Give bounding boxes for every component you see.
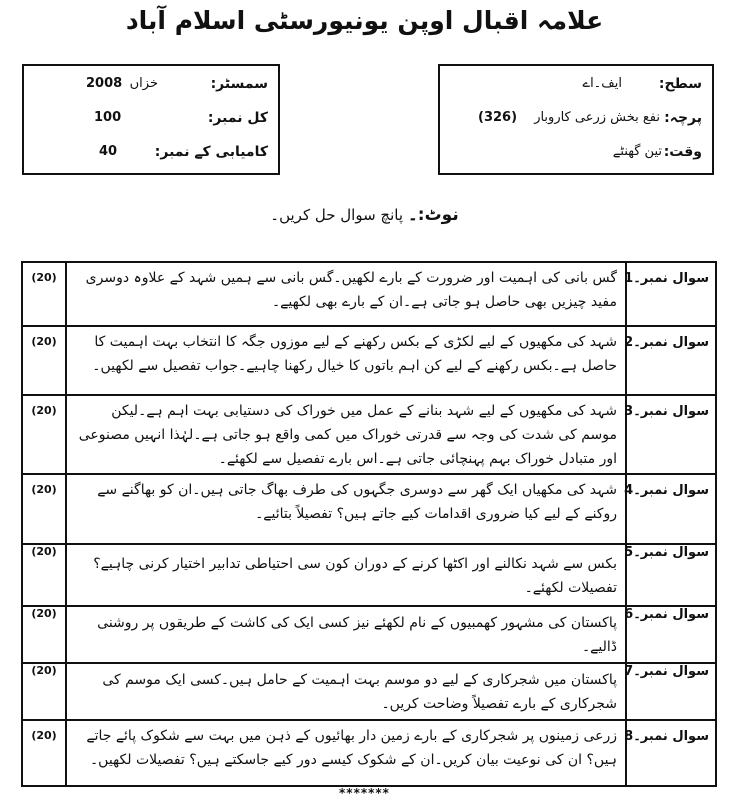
pass-marks-value: 40 [99,144,118,159]
question-label: سوال نمبر۔8 [626,720,716,786]
question-label: سوال نمبر۔1 [626,262,716,326]
question-text: زرعی زمینوں پر شجرکاری کے بارے زمین دار بھائیوں کے ذہن میں بہت سے شکوک پائے جاتے ہیں؟ ان کی نوعیت بیان کریں۔ان کے شکوک کیسے دور کیے جاسکتے ہیں؟ تفصیلات لکھیں۔ [66,720,626,786]
level-label: سطح: [658,76,702,92]
question-text: پاکستان میں شجرکاری کے لیے دو موسم بہت اہمیت کے حامل ہیں۔کسی ایک موسم کی شجرکاری کے بارے تفصیلاً وضاحت کریں۔ [66,663,626,720]
question-label: سوال نمبر۔7 [626,663,716,720]
marks-cell: (20) [22,326,66,395]
marks-cell: (20) [22,262,66,326]
instruction-note [0,204,729,225]
marks-cell: (20) [22,606,66,663]
question-text: بکس سے شہد نکالنے اور اکٹھا کرنے کے دوران کون سی احتیاطی تدابیر اختیار کرنی چاہیے؟ تفصیلات لکھئے۔ [66,544,626,606]
total-marks-value: 100 [94,110,122,125]
pass-marks-row [34,144,268,168]
paper-label: پرچہ: [664,110,702,126]
question-row-4 [22,474,716,544]
question-row-1 [22,262,716,326]
end-of-paper-mark: ******* [339,786,390,800]
question-label: سوال نمبر۔3 [626,395,716,474]
question-row-5 [22,544,716,606]
question-text: شہد کی مکھیوں کے لیے لکڑی کے بکس رکھنے کے لیے موزوں جگہ کا انتخاب بہت اہمیت کا حاصل ہے۔بکس رکھنے کے لیے کن اہم باتوں کا خیال رکھنا چاہیے۔جواب تفصیل سے لکھیں۔ [66,326,626,395]
question-label: سوال نمبر۔2 [626,326,716,395]
marks-cell: (20) [22,720,66,786]
semester-value: خزاں [129,76,158,91]
question-label: سوال نمبر۔4 [626,474,716,544]
course-info-box [438,64,714,175]
question-label: سوال نمبر۔5 [626,544,716,606]
semester-info-box [22,64,280,175]
question-text: شہد کی مکھیوں کے لیے شہد بنانے کے عمل میں خوراک کی دستیابی بہت اہم ہے۔لیکن موسم کی شدت کی وجہ سے قدرتی خوراک میں کمی واقع ہو جاتی ہے۔لہٰذا انہیں مصنوعی اور متبادل خوراک بہم پہنچائی جاتی ہے۔اس بارے تفصیل سے لکھئے۔ [66,395,626,474]
questions-table [21,261,717,787]
level-value: ایف۔اے [582,76,622,91]
paper-code: (326) [478,110,518,125]
question-text: پاکستان کی مشہور کھمبیوں کے نام لکھئے نیز کسی ایک کی کاشت کے طریقوں پر روشنی ڈالیے۔ [66,606,626,663]
total-marks-row [34,110,268,134]
marks-cell: (20) [22,544,66,606]
question-row-3 [22,395,716,474]
marks-cell: (20) [22,395,66,474]
marks-cell: (20) [22,474,66,544]
question-text: شہد کی مکھیاں ایک گھر سے دوسری جگہوں کی طرف بھاگ جاتی ہیں۔ان کو بھاگنے سے روکنے کے لیے کیا ضروری اقدامات کیے جاتے ہیں؟ تفصیلاً بتائیے۔ [66,474,626,544]
semester-row [34,76,268,100]
time-value: تین گھنٹے [612,144,662,159]
paper-row [450,110,702,134]
question-row-6 [22,606,716,663]
time-label: وقت: [663,144,702,160]
question-row-8 [22,720,716,786]
note-label: نوٹ:۔ [407,205,459,225]
question-row-7 [22,663,716,720]
marks-cell: (20) [22,663,66,720]
pass-marks-label: کامیابی کے نمبر: [154,144,268,160]
paper-value: نفع بخش زرعی کاروبار [534,110,660,125]
page-title: علامہ اقبال اوپن یونیورسٹی اسلام آباد [125,6,604,35]
question-text: گس بانی کی اہمیت اور ضرورت کے بارے لکھیں۔گس بانی سے ہمیں شہد کے علاوہ دوسری مفید چیزیں بھی حاصل ہو جاتی ہے۔ان کے بارے بھی لکھیے۔ [66,262,626,326]
question-label: سوال نمبر۔6 [626,606,716,663]
question-row-2 [22,326,716,395]
semester-label: سمسٹر: [210,76,268,92]
time-row [450,144,702,168]
note-text: پانچ سوال حل کریں۔ [270,206,404,224]
total-marks-label: کل نمبر: [207,110,268,126]
semester-year: 2008 [86,76,123,91]
level-row [450,76,702,100]
